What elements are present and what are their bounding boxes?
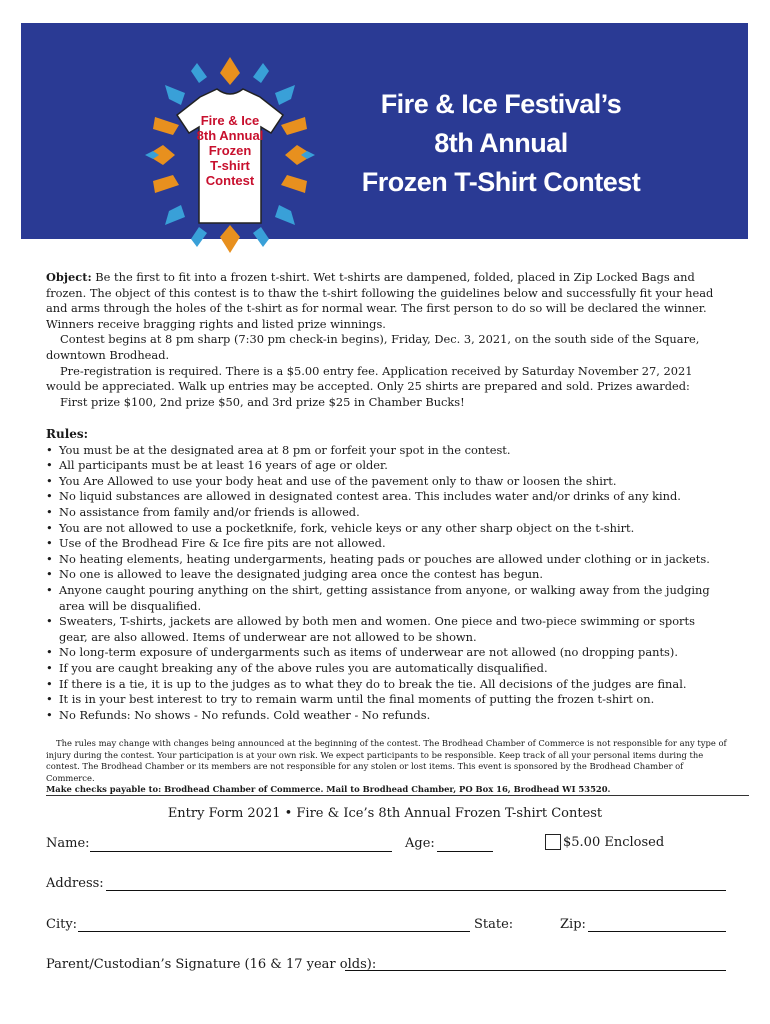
rule-item: [46, 583, 726, 614]
fee-enclosed-label: $5.00 Enclosed: [563, 835, 665, 850]
rule-item: [46, 661, 726, 677]
bullet-icon: •: [46, 489, 53, 504]
schedule-paragraph: Contest begins at 8 pm sharp (7:30 pm check-in begins), Friday, Dec. 3, 2021, on the south side of the Square, downtown Brodhead.: [46, 332, 700, 362]
object-label: Object:: [46, 270, 92, 284]
logo-line-3: Frozen: [208, 143, 252, 158]
rule-text: Sweaters, T-shirts, jackets are allowed by both men and women. One piece and two-piece swimming or sports gear, are also allowed. Items of underwear are not allowed to be shown.: [59, 614, 695, 644]
rule-item: [46, 708, 726, 724]
entry-form-title: Entry Form 2021 • Fire & Ice’s 8th Annual Frozen T-shirt Contest: [167, 806, 603, 821]
rules-section: [46, 427, 726, 723]
bullet-icon: •: [46, 645, 53, 660]
rule-text: Use of the Brodhead Fire & Ice fire pits are not allowed.: [59, 536, 386, 551]
address-label: Address:: [46, 876, 104, 891]
banner-title-line-1: Fire & Ice Festival’s: [380, 89, 622, 119]
rule-item: [46, 505, 726, 521]
rule-item: [46, 443, 726, 459]
logo-line-2: 8th Annual: [196, 128, 264, 143]
object-text: Be the first to fit into a frozen t-shirt. Wet t-shirts are dampened, folded, placed in Zip Locked Bags and frozen. The object of this contest is to thaw the t-shirt following the guidelines below and successfully fit your head and arms through the holes of the t-shirt as for normal wear. The first person to do so will be declared the winner. Winners receive bragging rights and listed prize winnings.: [46, 270, 714, 331]
bullet-icon: •: [46, 707, 53, 722]
banner-title: [341, 85, 661, 202]
bullet-icon: •: [46, 473, 53, 488]
age-label: Age:: [405, 836, 435, 851]
zip-field[interactable]: [588, 931, 726, 932]
banner-title-line-3: Frozen T-Shirt Contest: [361, 167, 641, 197]
signature-label: Parent/Custodian’s Signature (16 & 17 year olds):: [46, 957, 377, 972]
rule-text: No long-term exposure of undergarments such as items of underwear are not allowed (no dropping pants).: [59, 645, 678, 660]
contest-logo: [145, 55, 315, 255]
banner-title-line-2: 8th Annual: [434, 128, 568, 158]
state-label: State:: [474, 917, 514, 932]
rule-item: [46, 552, 726, 568]
bullet-icon: •: [46, 442, 53, 457]
bullet-icon: •: [46, 582, 53, 597]
rule-text: You must be at the designated area at 8 pm or forfeit your spot in the contest.: [59, 442, 511, 457]
rule-text: You Are Allowed to use your body heat and use of the pavement only to thaw or loosen the shirt.: [59, 473, 617, 488]
rules-list: [46, 443, 726, 724]
rule-text: No heating elements, heating undergarments, heating pads or pouches are allowed under clothing or in jackets.: [59, 551, 710, 566]
bullet-icon: •: [46, 458, 53, 473]
rule-text: All participants must be at least 16 years of age or older.: [59, 458, 388, 473]
signature-field[interactable]: [345, 970, 726, 971]
name-field[interactable]: [90, 851, 392, 852]
rule-item: [46, 677, 726, 693]
rule-item: [46, 521, 726, 537]
bullet-icon: •: [46, 536, 53, 551]
bullet-icon: •: [46, 676, 53, 691]
age-field[interactable]: [437, 851, 493, 852]
city-field[interactable]: [78, 931, 470, 932]
header-banner: [21, 23, 748, 239]
rule-text: Anyone caught pouring anything on the shirt, getting assistance from anyone, or walking away from the judging area will be disqualified.: [59, 582, 710, 613]
rule-text: If you are caught breaking any of the above rules you are automatically disqualified.: [59, 660, 548, 675]
bullet-icon: •: [46, 551, 53, 566]
logo-line-5: Contest: [205, 173, 255, 188]
rule-text: No liquid substances are allowed in designated contest area. This includes water and/or drinks of any kind.: [59, 489, 681, 504]
bullet-icon: •: [46, 504, 53, 519]
object-paragraph: [46, 270, 726, 332]
rule-item: [46, 474, 726, 490]
rule-item: [46, 614, 726, 645]
zip-label: Zip:: [560, 917, 586, 932]
name-label: Name:: [46, 836, 90, 851]
bullet-icon: •: [46, 692, 53, 707]
rule-item: [46, 645, 726, 661]
bullet-icon: •: [46, 567, 53, 582]
address-field[interactable]: [106, 890, 726, 891]
rule-text: It is in your best interest to try to remain warm until the final moments of putting the frozen t-shirt on.: [59, 692, 655, 707]
rule-item: [46, 692, 726, 708]
rule-text: No Refunds: No shows - No refunds. Cold weather - No refunds.: [59, 707, 431, 722]
prizes-paragraph: First prize $100, 2nd prize $50, and 3rd prize $25 in Chamber Bucks!: [60, 394, 465, 409]
rule-text: No one is allowed to leave the designated judging area once the contest has begun.: [59, 567, 544, 582]
logo-line-1: Fire & Ice: [200, 113, 260, 128]
bullet-icon: •: [46, 520, 53, 535]
section-divider: [46, 795, 749, 796]
rule-item: [46, 567, 726, 583]
logo-line-4: T-shirt: [210, 158, 250, 173]
disclaimer-text: The rules may change with changes being announced at the beginning of the contest. The Brodhead Chamber of Commerce is not responsible for any type of injury during the contest. Your participation is at your own risk. We expect participants to be responsible. Keep track of all your personal items during the contest. The Brodhead Chamber or its members are not responsible for any stolen or lost items. This event is sponsored by the Brodhead Chamber of Commerce.: [46, 738, 727, 783]
rule-text: You are not allowed to use a pocketknife, fork, vehicle keys or any other sharp object on the t-shirt.: [59, 520, 635, 535]
city-label: City:: [46, 917, 78, 932]
fee-enclosed-checkbox[interactable]: [545, 834, 561, 850]
registration-paragraph: Pre-registration is required. There is a $5.00 entry fee. Application received by Saturday November 27, 2021 would be appreciated. Walk up entries may be accepted. Only 25 shirts are prepared and sold. Prizes awarded:: [46, 363, 693, 394]
bullet-icon: •: [46, 614, 53, 629]
rule-item: [46, 536, 726, 552]
rule-text: No assistance from family and/or friends is allowed.: [59, 504, 360, 519]
intro-section: [46, 270, 726, 410]
rule-item: [46, 458, 726, 474]
bullet-icon: •: [46, 660, 53, 675]
fine-print: [46, 738, 730, 796]
rule-text: If there is a tie, it is up to the judges as to what they do to break the tie. All decisions of the judges are final.: [59, 676, 687, 691]
payment-instructions: Make checks payable to: Brodhead Chamber of Commerce. Mail to Brodhead Chamber, PO Box 16, Brodhead WI 53520.: [46, 784, 611, 794]
rules-title: Rules:: [46, 427, 89, 441]
rule-item: [46, 489, 726, 505]
